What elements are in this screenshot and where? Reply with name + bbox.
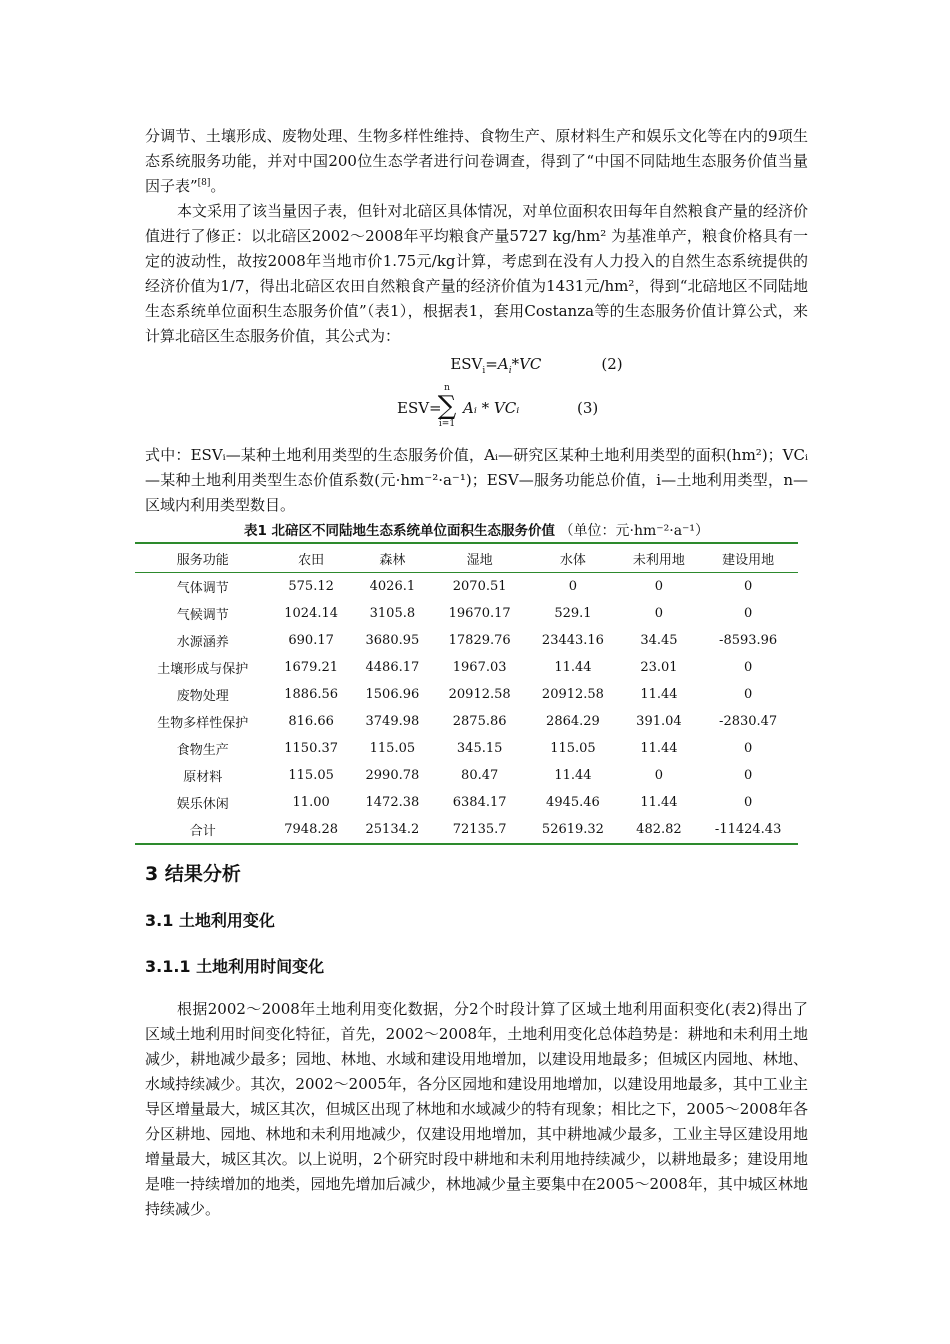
table1-header: 湿地 [433, 543, 526, 573]
table-cell: 4486.17 [365, 660, 420, 675]
table-cell: 690.17 [288, 633, 334, 648]
equation-3 [145, 379, 808, 443]
intro-paragraph-2: 本文采用了该当量因子表，但针对北碚区具体情况，对单位面积农田每年自然粮食产量的经济价值进行了修正：以北碚区2002～2008年平均粮食产量5727 kg/hm² 为基准单产，粮食价格具有一定的波动性，故按2008年当地市价1.75元/kg计算，考虑到在没有人力投入的自然生态系统提供的经济价值为1/7，得出北碚区农田自然粮食产量的经济价值为1431元/hm²，得到“北碚地区不同陆地生态系统单位面积生态服务价值”（表1），根据表1，套用Costanza等的生态服务价值计算公式，来计算北碚区生态服务价值，其公式为： [145, 202, 808, 345]
table-row-label: 水源涵养 [176, 635, 229, 650]
sigma-symbol [435, 383, 459, 429]
table-cell: 19670.17 [448, 606, 511, 621]
table-cell: 575.12 [288, 579, 334, 594]
table1-unit: （单位：元·hm⁻²·a⁻¹） [559, 523, 710, 539]
table-row-label: 合计 [189, 824, 216, 839]
table-row [135, 762, 798, 789]
definitions-paragraph: 式中：ESVᵢ—某种土地利用类型的生态服务价值，Aᵢ—研究区某种土地利用类型的面积(hm²)；VCᵢ—某种土地利用类型生态价值系数(元·hm⁻²·a⁻¹)；ESV—服务功能总价值，i—土地利用类型，n—区域内利用类型数目。 [145, 446, 808, 514]
subsubsection-title: 3.1.1 土地利用时间变化 [145, 957, 325, 976]
table-row-label: 食物生产 [176, 743, 229, 758]
table-cell: 0 [743, 741, 753, 756]
table-cell: 482.82 [636, 822, 682, 837]
table1-header: 森林 [352, 543, 433, 573]
table-cell: 0 [654, 579, 664, 594]
table-cell: 4945.46 [546, 795, 600, 810]
table1-header-row [135, 543, 798, 573]
table-row [135, 708, 798, 735]
table-cell: 34.45 [640, 633, 678, 648]
table-row-label: 废物处理 [176, 689, 229, 704]
table-row [135, 573, 798, 601]
sigma-lower: i=1 [438, 419, 456, 429]
results-paragraph: 根据2002～2008年土地利用变化数据，分2个时段计算了区域土地利用面积变化(表2)得出了区域土地利用时间变化特征，首先，2002～2008年，土地利用变化总体趋势是：耕地和未利用土地减少，耕地减少最多；园地、林地、水域和建设用地增加，以建设用地最多；但城区内园地、林地、水域持续减少。其次，2002～2005年，各分区园地和建设用地增加，以建设用地最多，其中工业主导区增量最大，城区其次，但城区出现了林地和水域减少的特有现象；相比之下，2005～2008年各分区耕地、园地、林地和未利用地减少，仅建设用地增加，其中耕地减少最多，工业主导区建设用地增量最大，城区其次。以上说明，2个研究时段中耕地和未利用地持续减少，以耕地最多；建设用地是唯一持续增加的地类，园地先增加后减少，林地减少量主要集中在2005～2008年，其中城区林地持续减少。 [145, 1000, 808, 1218]
table-cell: 391.04 [636, 714, 682, 729]
table1-body [135, 573, 798, 845]
eq2-rhs: A [497, 355, 509, 373]
eq2-number: (2) [601, 355, 623, 373]
table-row-label: 娱乐休闲 [176, 797, 229, 812]
table-row [135, 654, 798, 681]
subsection-title: 3.1 土地利用变化 [145, 911, 275, 930]
table-cell: 816.66 [288, 714, 334, 729]
table-row [135, 681, 798, 708]
table-cell: 3749.98 [365, 714, 420, 729]
table-cell: 0 [743, 768, 753, 783]
table1 [135, 542, 798, 845]
table1-header: 服务功能 [135, 543, 271, 573]
eq3-rhs: Aᵢ * VCᵢ [463, 399, 520, 417]
table-cell: 0 [743, 795, 753, 810]
table-cell: -11424.43 [714, 822, 782, 837]
table-cell: 115.05 [288, 768, 334, 783]
table-cell: 1679.21 [284, 660, 339, 675]
intro-end: 。 [210, 177, 226, 195]
table-cell: 11.44 [640, 741, 678, 756]
table-cell: 11.44 [554, 660, 592, 675]
table-cell: 11.44 [640, 795, 678, 810]
intro-paragraph-1 [145, 124, 808, 199]
table-cell: 72135.7 [452, 822, 507, 837]
table-cell: 1150.37 [284, 741, 339, 756]
table-cell: 11.00 [292, 795, 330, 810]
table-cell: 80.47 [461, 768, 499, 783]
sigma-upper: n [444, 383, 450, 393]
table-row-label: 原材料 [183, 770, 223, 785]
table1-header: 建设用地 [698, 543, 798, 573]
eq2-equals: = [485, 355, 498, 373]
table-cell: 0 [743, 579, 753, 594]
sigma-icon: ∑ [437, 391, 457, 421]
table1-header: 未利用地 [620, 543, 699, 573]
table-cell: 11.44 [554, 768, 592, 783]
eq2-lhs: ESV [450, 355, 483, 373]
table-cell: 0 [654, 768, 664, 783]
section-title: 3 结果分析 [145, 863, 241, 885]
table-cell: 1967.03 [452, 660, 507, 675]
table-row [135, 735, 798, 762]
table-cell: 0 [743, 660, 753, 675]
table-row [135, 600, 798, 627]
table-cell: 17829.76 [448, 633, 511, 648]
equation-2 [145, 349, 808, 379]
eq2-sub: i [482, 366, 486, 376]
table-cell: 52619.32 [541, 822, 604, 837]
table-cell: 3680.95 [365, 633, 420, 648]
table-cell: 1886.56 [284, 687, 339, 702]
page-content [145, 124, 808, 1222]
table-cell: 6384.17 [452, 795, 507, 810]
table-cell: 345.15 [456, 741, 503, 756]
citation-ref[interactable]: [8] [197, 178, 211, 188]
table-cell: 20912.58 [448, 687, 511, 702]
intro-text-1: 分调节、土壤形成、废物处理、生物多样性维持、食物生产、原材料生产和娱乐文化等在内的9项生态系统服务功能，并对中国200位生态学者进行问卷调查，得到了“中国不同陆地生态服务价值当量因子表” [145, 127, 808, 195]
table-cell: 0 [743, 606, 753, 621]
table-cell: 1506.96 [365, 687, 420, 702]
table-cell: 2864.29 [546, 714, 600, 729]
table-cell: 1024.14 [284, 606, 339, 621]
table-row-label: 气体调节 [176, 581, 229, 596]
table-cell: -2830.47 [719, 714, 778, 729]
table-cell: -8593.96 [719, 633, 778, 648]
table1-title: 表1 北碚区不同陆地生态系统单位面积生态服务价值 [243, 523, 556, 539]
table1-header: 水体 [526, 543, 619, 573]
table-row-label: 气候调节 [176, 608, 229, 623]
table-cell: 3105.8 [369, 606, 416, 621]
eq3-number: (3) [577, 399, 599, 417]
table-row-label: 生物多样性保护 [157, 716, 249, 731]
table-cell: 20912.58 [541, 687, 604, 702]
table-cell: 4026.1 [369, 579, 416, 594]
table-cell: 2990.78 [365, 768, 420, 783]
table-cell: 7948.28 [284, 822, 339, 837]
table1-caption [145, 520, 808, 542]
table-cell: 2070.51 [452, 579, 507, 594]
eq2-rhs-sub: i [508, 366, 512, 376]
table-cell: 529.1 [554, 606, 592, 621]
eq2-mul: *VC [511, 355, 542, 373]
table-row [135, 627, 798, 654]
eq3-lhs: ESV= [397, 399, 442, 417]
table-row [135, 816, 798, 844]
table-row [135, 789, 798, 816]
table-cell: 23.01 [640, 660, 678, 675]
table-cell: 2875.86 [452, 714, 507, 729]
table-cell: 23443.16 [541, 633, 604, 648]
table-cell: 0 [568, 579, 578, 594]
table1-header: 农田 [271, 543, 352, 573]
table-cell: 115.05 [550, 741, 596, 756]
table-cell: 25134.2 [365, 822, 420, 837]
table-cell: 11.44 [640, 687, 678, 702]
table-cell: 115.05 [369, 741, 416, 756]
table-cell: 0 [654, 606, 664, 621]
table-cell: 1472.38 [365, 795, 420, 810]
table-row-label: 土壤形成与保护 [157, 662, 249, 677]
table-cell: 0 [743, 687, 753, 702]
